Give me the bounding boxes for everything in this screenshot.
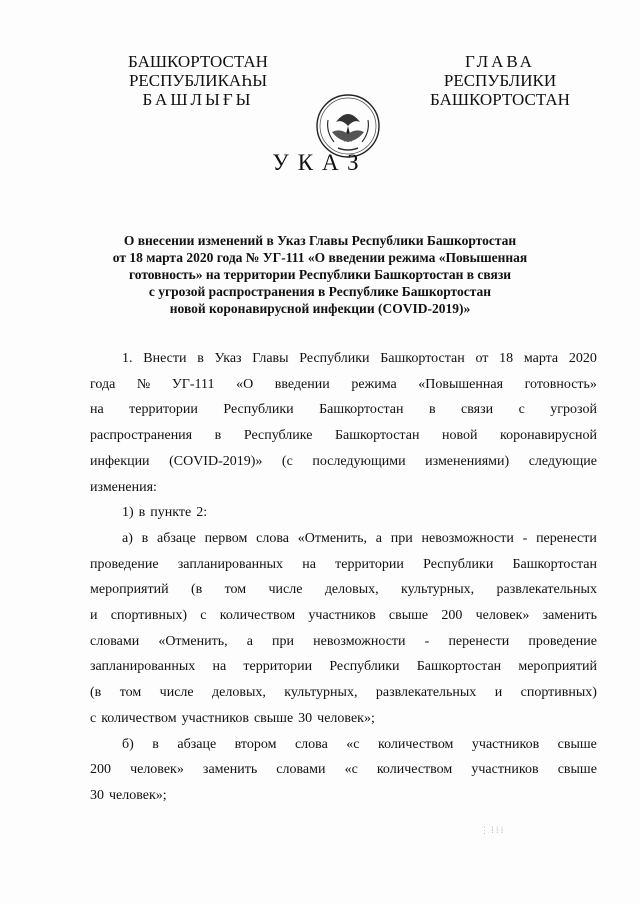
decree-subject [90, 232, 550, 317]
scan-artifact: ⋮ ⁞ ⁞ ⁞ [480, 825, 504, 835]
paragraph-line: распространения в Республике Башкортостан новой коронавирусной [90, 428, 597, 444]
paragraph [90, 526, 597, 732]
header-left-line-1: БАШКОРТОСТАН [128, 52, 268, 71]
header-right-line-2: РЕСПУБЛИКИ [443, 71, 557, 90]
paragraph [90, 500, 597, 526]
paragraph-line: изменения: [90, 479, 157, 495]
paragraph-line: запланированных на территории Республики Башкортостан мероприятий [90, 659, 597, 675]
header-left-line-2: РЕСПУБЛИКАҺЫ [128, 71, 268, 90]
paragraph-line: проведение запланированных на территории Республики Башкортостан [90, 556, 597, 572]
subject-line: О внесении изменений в Указ Главы Республики Башкортостан [123, 233, 517, 248]
header-left-block [108, 52, 288, 109]
header-right-line-1: ГЛАВА [465, 52, 535, 71]
paragraph-line: (в том числе деловых, культурных, развлекательных и спортивных) [90, 685, 597, 701]
paragraph-line: года № УГ-111 «О введении режима «Повышенная готовность» [90, 376, 597, 392]
paragraph-line: 1) в пункте 2: [122, 505, 208, 521]
subject-line: от 18 марта 2020 года № УГ-111 «О введении режима «Повышенная [112, 250, 528, 265]
paragraph-line: 30 человек»; [90, 787, 167, 803]
paragraph-line: с количеством участников свыше 30 человек»; [90, 710, 375, 726]
subject-line: с угрозой распространения в Республике Башкортостан [148, 284, 492, 299]
subject-line: новой коронавирусной инфекции (COVID-2019)» [169, 301, 471, 316]
paragraph-line: мероприятий (в том числе деловых, культурных, развлекательных [90, 582, 597, 598]
paragraph [90, 732, 597, 809]
decree-body [90, 346, 597, 809]
paragraph-line: словами «Отменить, а при невозможности - перенести проведение [90, 633, 597, 649]
document-title: УКАЗ [272, 150, 368, 175]
document-header [0, 52, 640, 122]
paragraph-line: 200 человек» заменить словами «с количеством участников свыше [90, 762, 597, 778]
paragraph-line: б) в абзаце втором слова «с количеством участников свыше [122, 736, 597, 752]
paragraph-line: инфекции (COVID-2019)» (с последующими изменениями) следующие [90, 453, 597, 469]
paragraph-line: на территории Республики Башкортостан в связи с угрозой [90, 402, 597, 418]
subject-line: готовность» на территории Республики Башкортостан в связи [128, 267, 512, 282]
paragraph [90, 346, 597, 500]
paragraph-line: и спортивных) с количеством участников свыше 200 человек» заменить [90, 608, 597, 624]
paragraph-line: 1. Внести в Указ Главы Республики Башкортостан от 18 марта 2020 [122, 351, 597, 366]
header-left-line-3: БАШЛЫҒЫ [142, 90, 254, 109]
paragraph-line: а) в абзаце первом слова «Отменить, а при невозможности - перенести [122, 530, 597, 546]
header-right-line-3: БАШКОРТОСТАН [430, 90, 570, 109]
header-right-block [410, 52, 590, 109]
